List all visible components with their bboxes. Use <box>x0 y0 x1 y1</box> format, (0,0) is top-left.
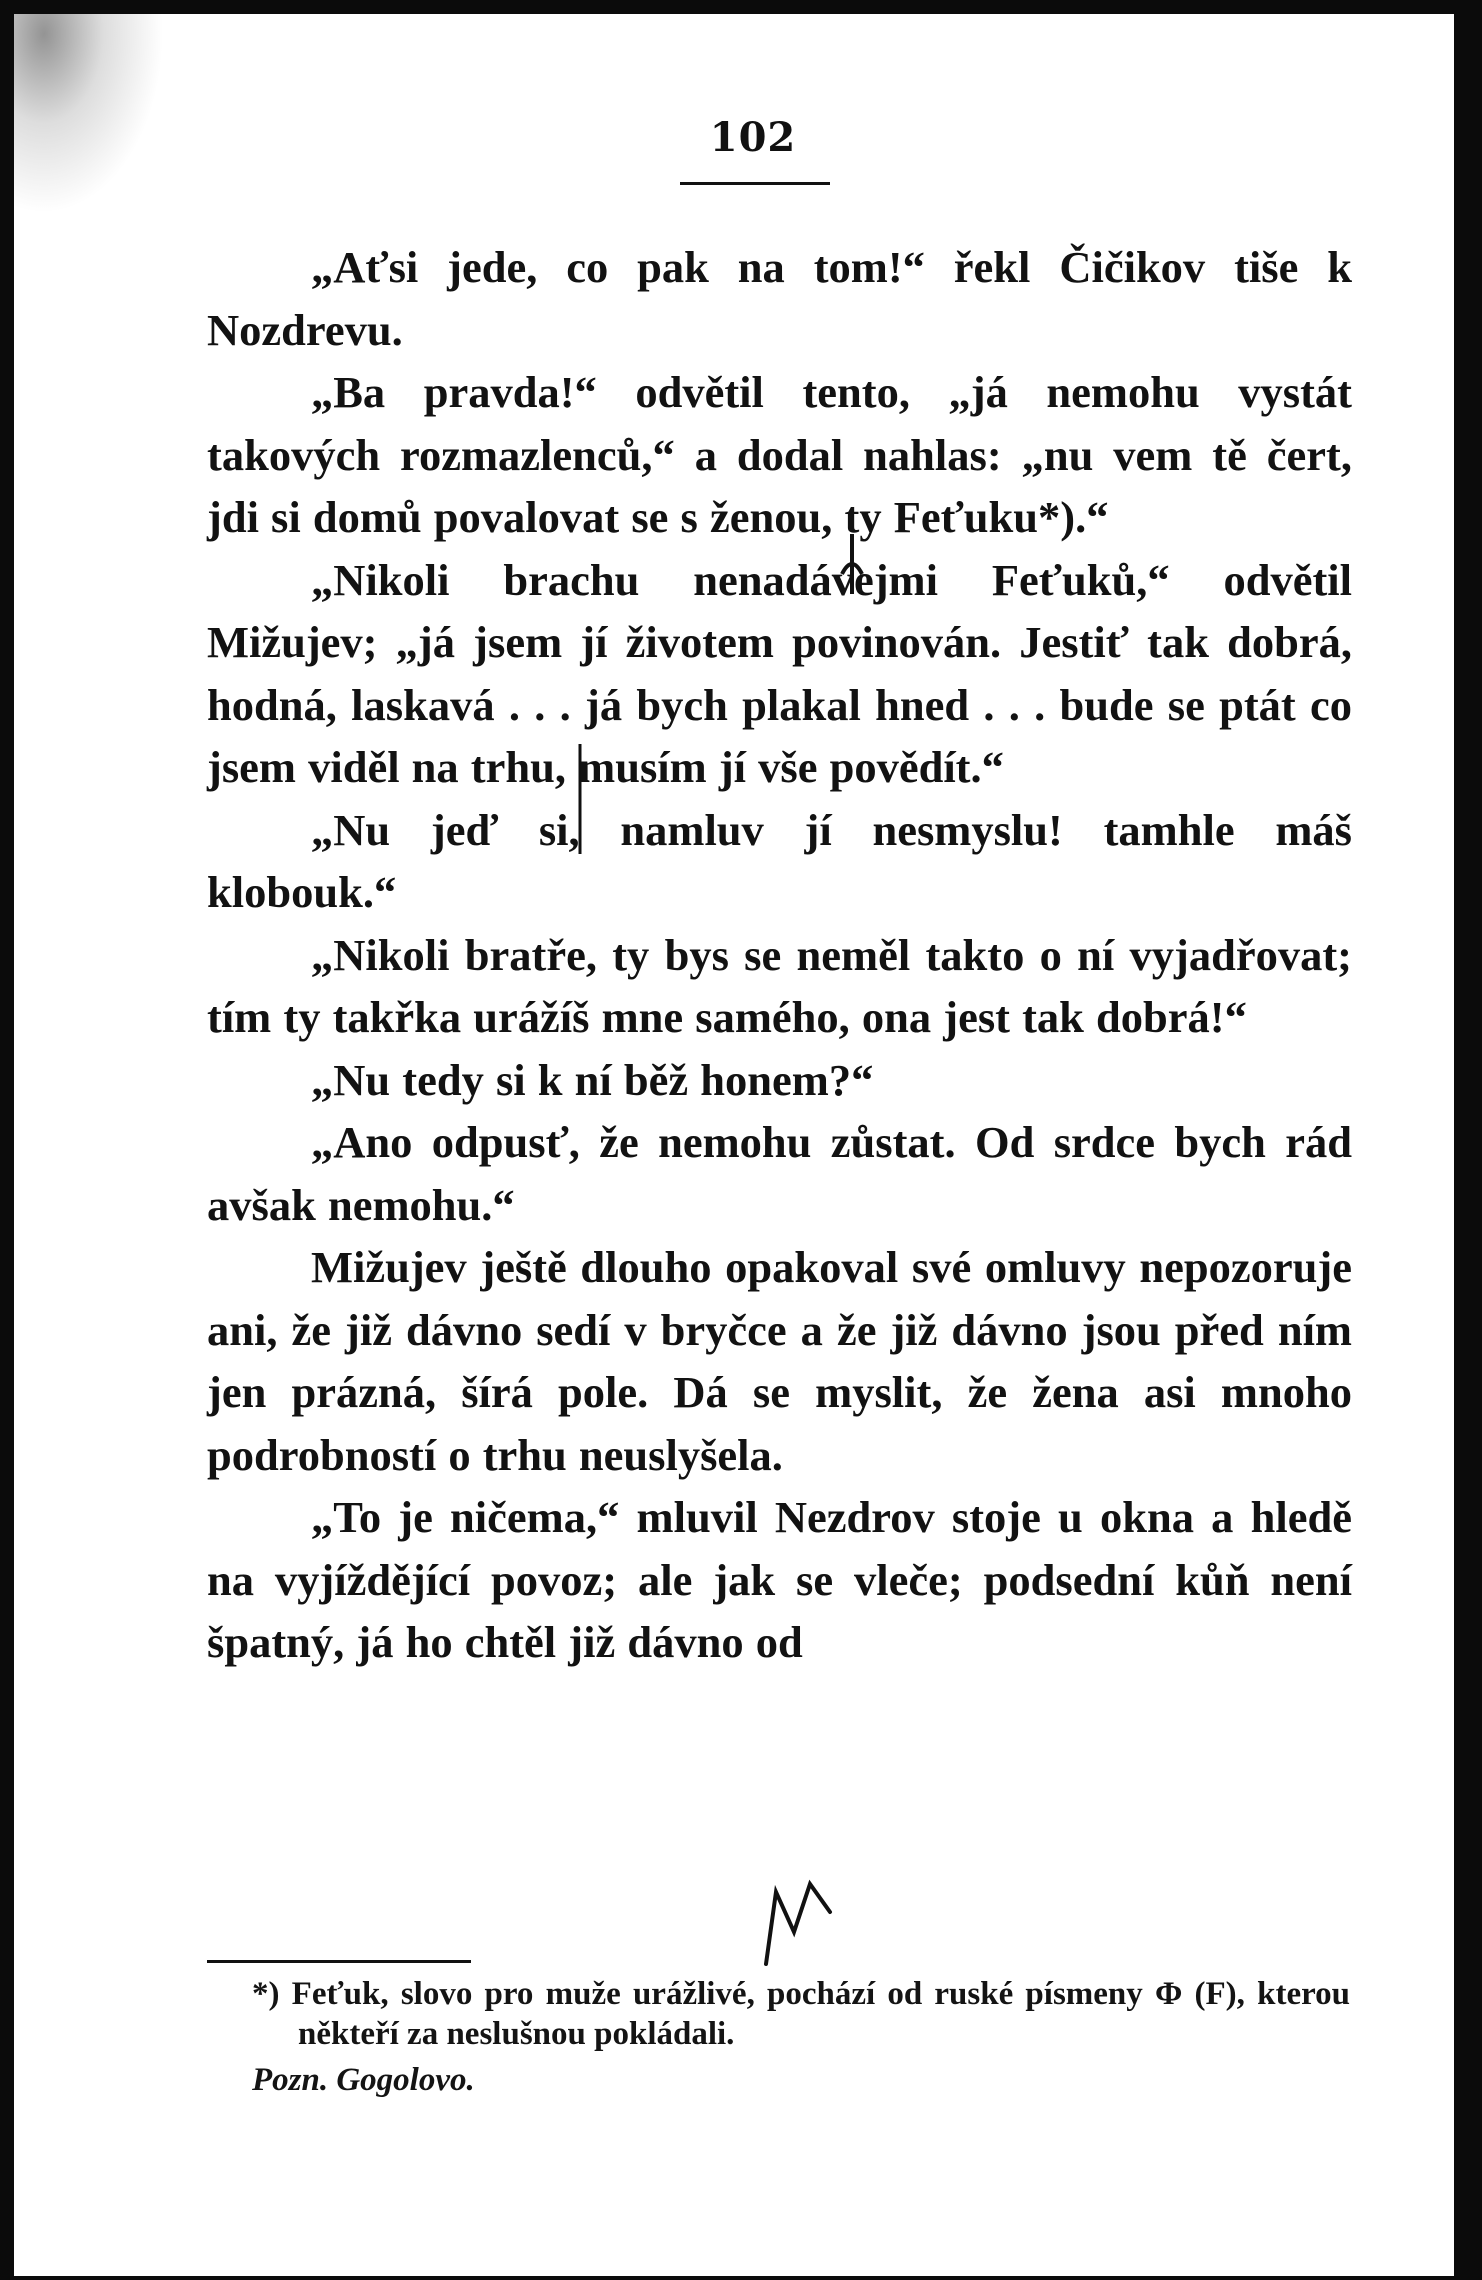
footnote-separator <box>207 1960 471 1963</box>
paragraph: „To je ničema,“ mluvil Nezdrov stoje u okna a hledě na vyjíždějící povoz; ale jak se vleče; podsední kůň není špatný, já ho chtěl již dávno od <box>207 1492 1352 1667</box>
footnote-text: *) Feťuk, slovo pro muže urážlivé, pochází od ruské písmeny Φ (F), kterou někteří za neslušnou pokládali. <box>252 1976 1350 2052</box>
page-number-underline <box>680 182 830 185</box>
paragraph: „Nu tedy si k ní běž honem?“ <box>311 1054 874 1105</box>
book-page <box>14 14 1454 2276</box>
paragraph: „Nikoli bratře, ty bys se neměl takto o ní vyjadřovat; tím ty takřka urážíš mne samého, ona jest tak dobrá!“ <box>207 929 1352 1042</box>
footnote <box>252 1974 1350 2100</box>
paragraph: „Nu jeď si, namluv jí nesmyslu! tamhle máš klobouk.“ <box>207 804 1352 917</box>
paragraph: „Ba pravda!“ odvětil tento, „já nemohu vystát takových rozmazlenců,“ a dodal nahlas: „nu vem tě čert, jdi si domů povalovat se s ženou, ty Feťuku*).“ <box>207 367 1352 542</box>
footnote-source: Pozn. Gogolovo. <box>252 2062 475 2098</box>
scan-shadow <box>14 14 164 214</box>
page-number: 102 <box>709 114 797 161</box>
paragraph: „Ano odpusť, že nemohu zůstat. Od srdce bych rád avšak nemohu.“ <box>207 1117 1352 1230</box>
pen-scribble-mark <box>766 1884 830 1964</box>
paragraph: Mižujev ještě dlouho opakoval své omluvy nepozoruje ani, že již dávno sedí v bryčce a že již dávno jsou před ním jen prázná, šírá pole. Dá se myslit, že žena asi mnoho podrobností o trhu neuslyšela. <box>207 1242 1352 1480</box>
paragraph: „Nikoli brachu nenadávejmi Feťuků,“ odvětil Mižujev; „já jsem jí životem povinován. Jestiť tak dobrá, hodná, laskavá . . . já bych plakal hned . . . bude se ptát co jsem viděl na trhu, musím jí vše povědít.“ <box>207 554 1352 792</box>
body-text <box>207 236 1352 1674</box>
paragraph: „Aťsi jede, co pak na tom!“ řekl Čičikov tiše k Nozdrevu. <box>207 242 1352 355</box>
